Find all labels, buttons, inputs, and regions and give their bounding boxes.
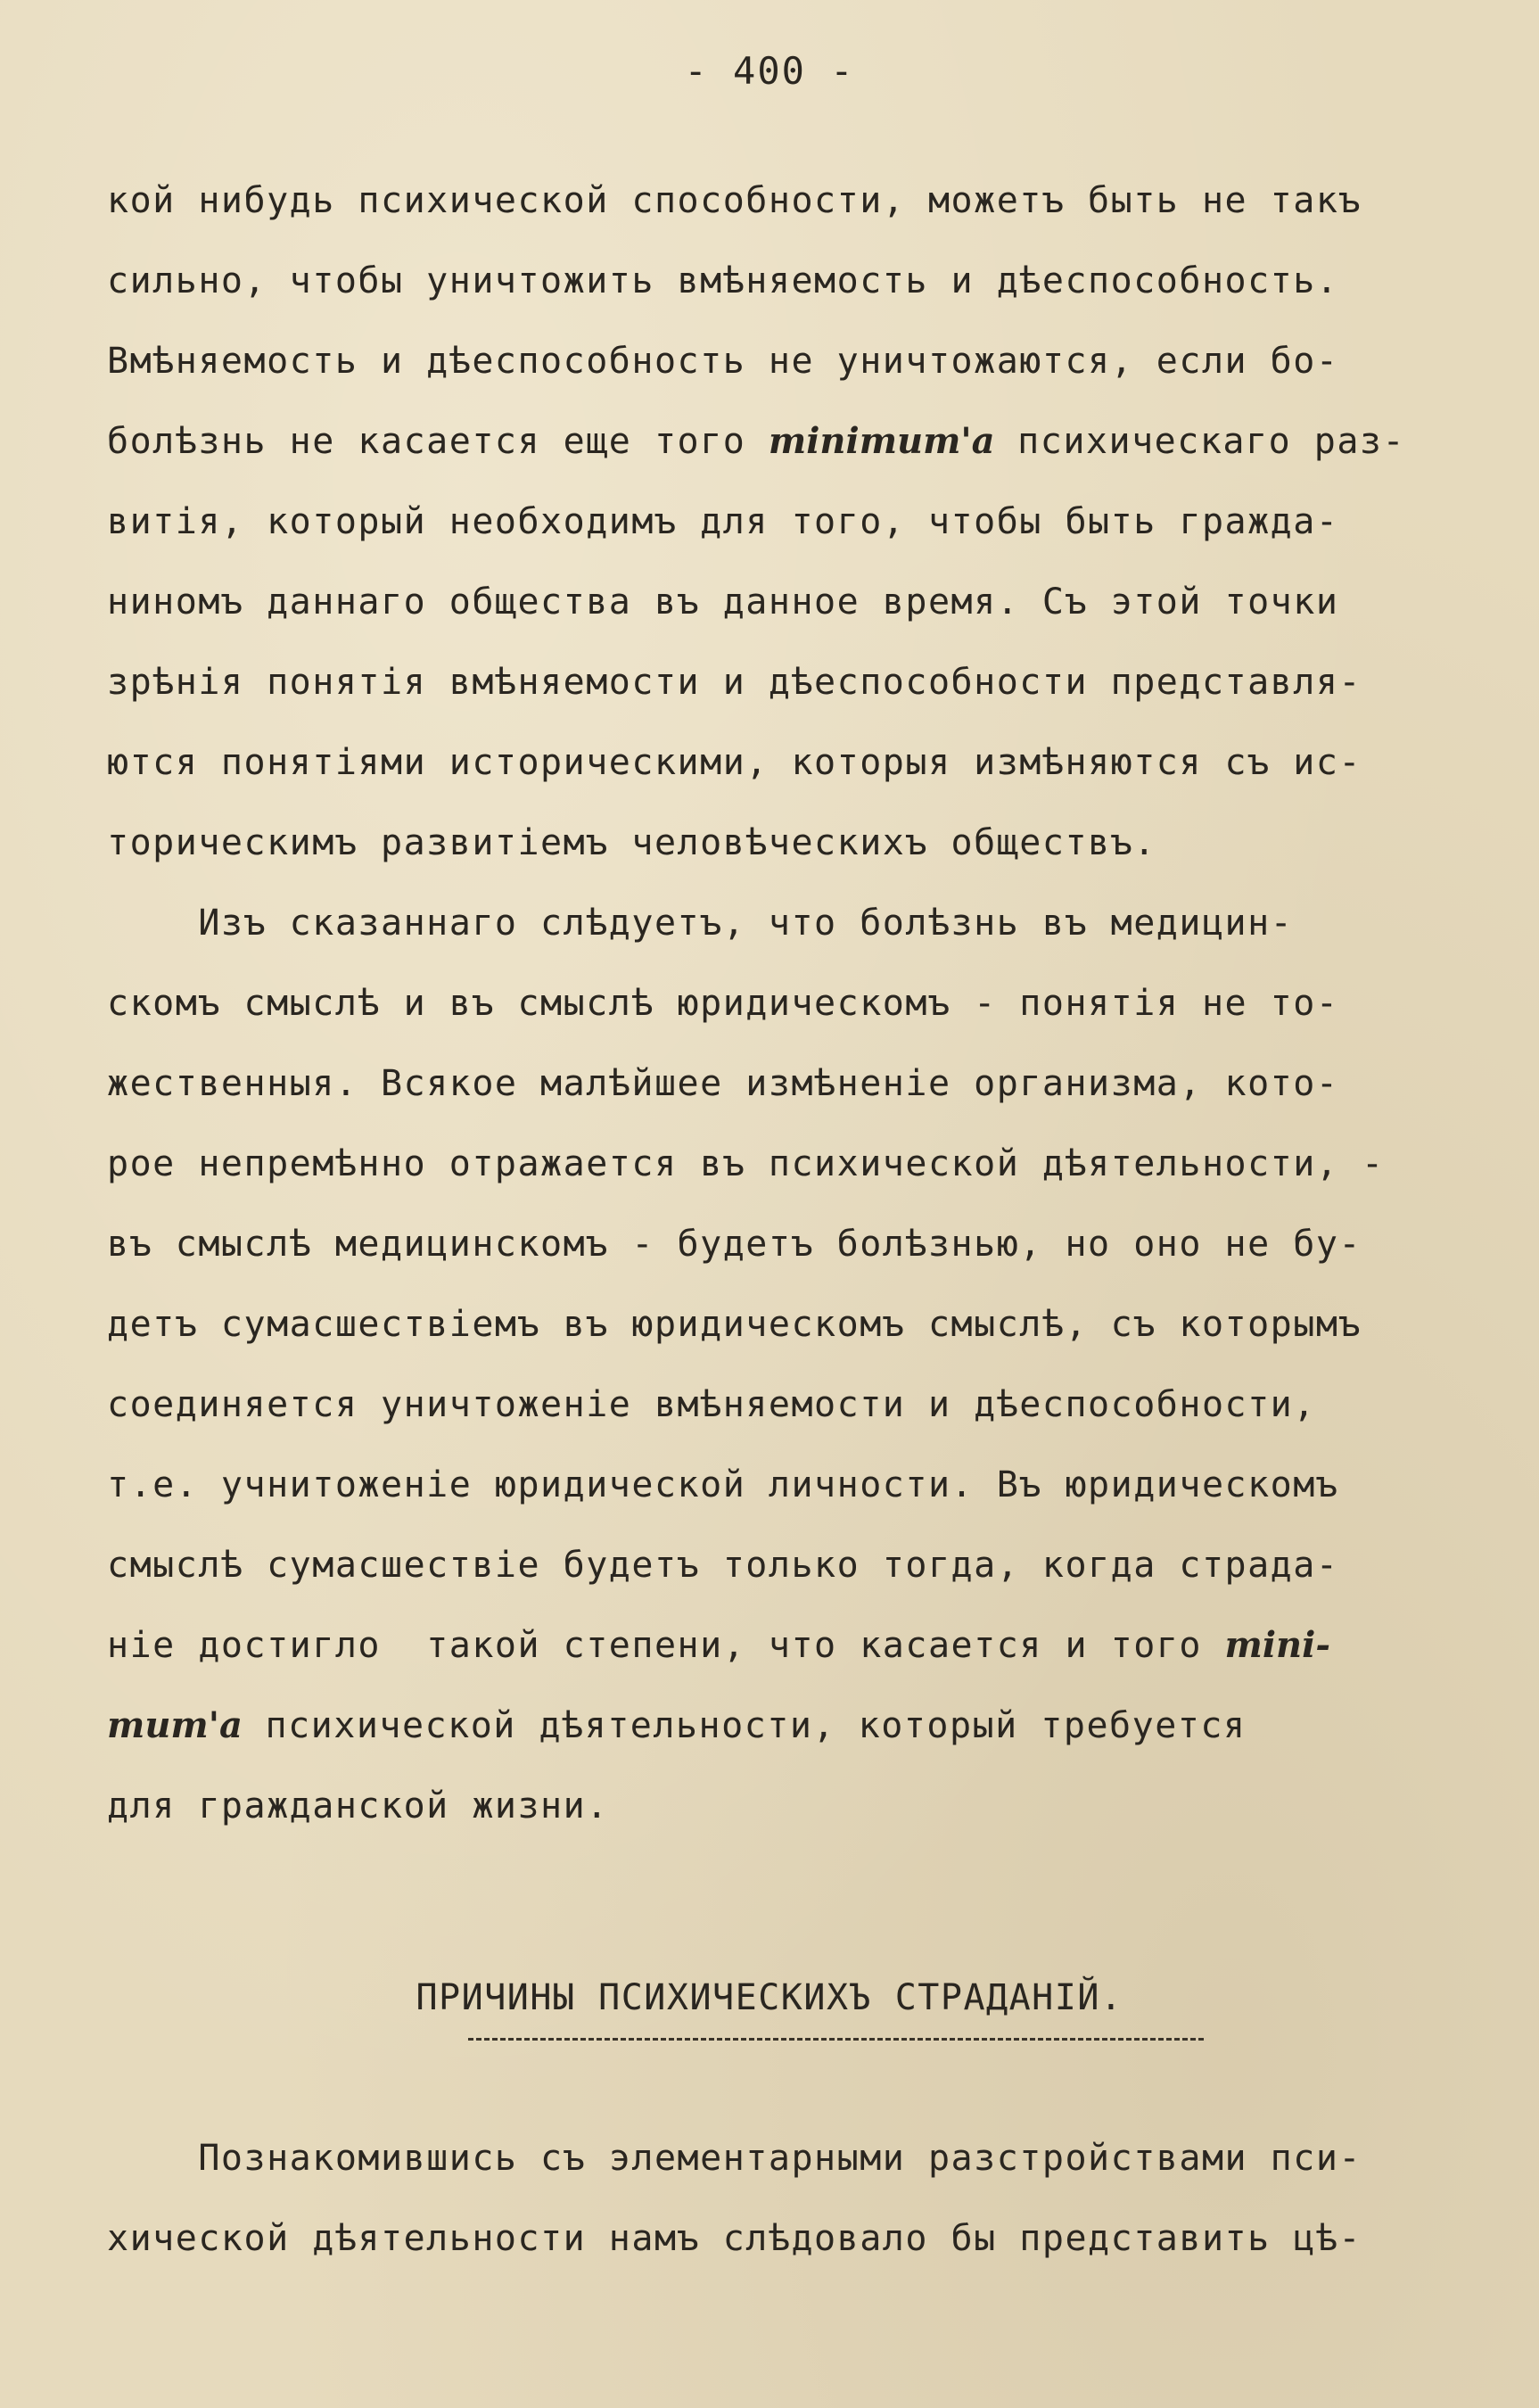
text-line: рое непремѣнно отражается въ психической дѣятельности, - xyxy=(107,1143,1385,1184)
text-line: сильно, чтобы уничтожить вмѣняемость и дѣеспособность. xyxy=(107,260,1339,301)
paragraph-2 xyxy=(107,883,1480,1846)
line-segment: психической дѣятельности, который требуется xyxy=(242,1705,1247,1746)
text-line xyxy=(107,1686,1480,1766)
line-segment: болѣзнь не касается еще того xyxy=(107,421,769,462)
text-line: ются понятіями историческими, которыя измѣняются съ ис- xyxy=(107,742,1362,783)
text-line: Познакомившись съ элементарными разстройствами пси- xyxy=(107,2138,1362,2179)
text-line: смыслѣ сумасшествіе будетъ только тогда, когда страда- xyxy=(107,1545,1339,1586)
handwritten-insert: minimum'a xyxy=(768,420,995,462)
text-line: торическимъ развитіемъ человѣческихъ обществъ. xyxy=(107,822,1156,863)
text-line: Изъ сказаннаго слѣдуетъ, что болѣзнь въ медицин- xyxy=(107,903,1294,944)
text-line: зрѣнія понятія вмѣняемости и дѣеспособности представля- xyxy=(107,662,1362,703)
handwritten-insert: mum'a xyxy=(107,1704,243,1746)
text-line: хической дѣятельности намъ слѣдовало бы представить цѣ- xyxy=(107,2218,1362,2259)
heading-underline xyxy=(468,2038,1204,2041)
handwritten-insert: mini- xyxy=(1224,1624,1330,1666)
text-line: ниномъ даннаго общества въ данное время. Съ этой точки xyxy=(107,581,1339,623)
text-line xyxy=(107,401,1480,482)
text-line: витія, который необходимъ для того, чтобы быть гражда- xyxy=(107,501,1339,542)
text-line: кой нибудь психической способности, можетъ быть не такъ xyxy=(107,180,1362,221)
text-line: скомъ смыслѣ и въ смыслѣ юридическомъ - понятія не то- xyxy=(107,983,1339,1024)
text-line: жественныя. Всякое малѣйшее измѣненіе организма, кото- xyxy=(107,1063,1339,1104)
page-number: - 400 - xyxy=(684,49,855,93)
text-line: Вмѣняемость и дѣеспособность не уничтожаются, если бо- xyxy=(107,341,1339,382)
line-segment: ніе достигло такой степени, что касается и того xyxy=(107,1625,1225,1666)
text-line: для гражданской жизни. xyxy=(107,1785,609,1827)
text-line xyxy=(107,1605,1480,1686)
line-segment: психическаго раз- xyxy=(994,421,1406,462)
section-heading: ПРИЧИНЫ ПСИХИЧЕСКИХЪ СТРАДАНІЙ. xyxy=(416,1977,1123,2018)
text-line: въ смыслѣ медицинскомъ - будетъ болѣзнью, но оно не бу- xyxy=(107,1224,1362,1265)
text-line: детъ сумасшествіемъ въ юридическомъ смыслѣ, съ которымъ xyxy=(107,1304,1362,1345)
text-line: т.е. учнитоженіе юридической личности. Въ юридическомъ xyxy=(107,1464,1339,1505)
text-line: соединяется уничтоженіе вмѣняемости и дѣеспособности, xyxy=(107,1384,1316,1425)
paragraph-1 xyxy=(107,161,1480,883)
paragraph-3 xyxy=(107,2118,1480,2279)
